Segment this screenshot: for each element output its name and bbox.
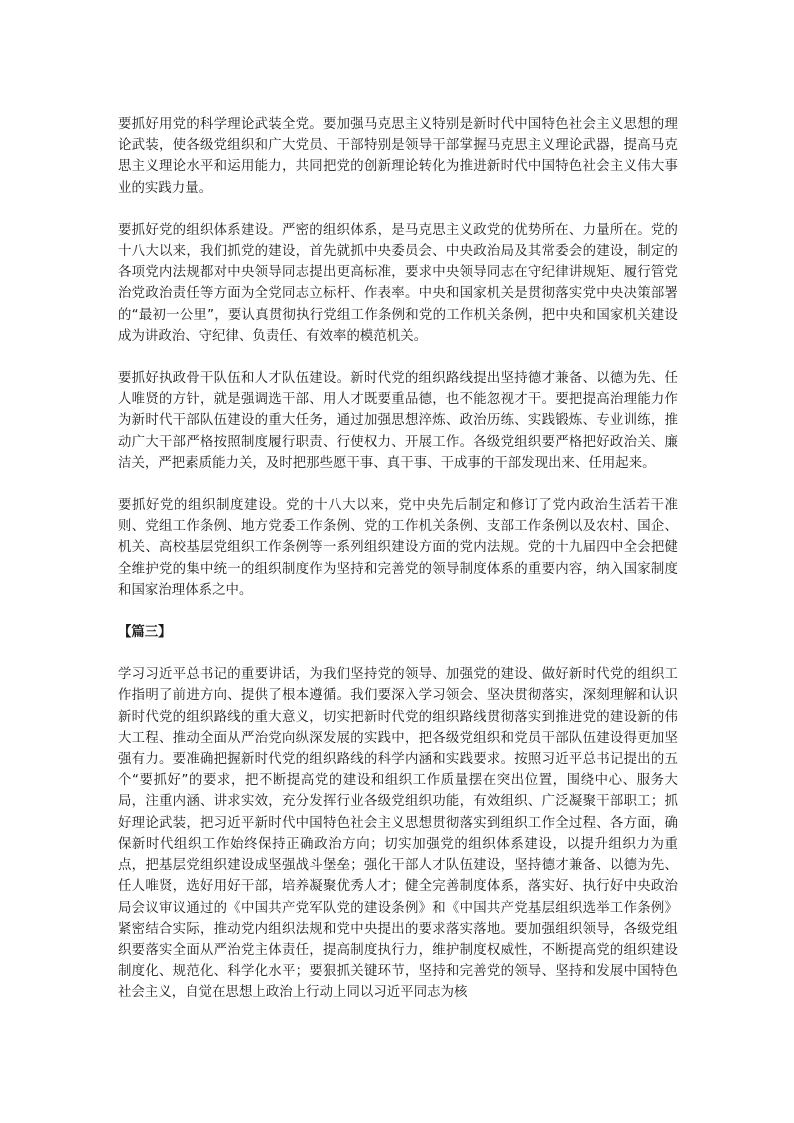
paragraph-spacer [118, 643, 678, 664]
paragraph-cadre-talent: 要抓好执政骨干队伍和人才队伍建设。新时代党的组织路线提出坚持德才兼备、以德为先、任人唯贤的方针，就是强调选干部、用人才既要重品德，也不能忽视才干。要把提高治理能力作为新时代干部队伍建设的重大任务，通过加强思想淬炼、政治历练、实践锻炼、专业训练，推动广大干部严格按照制度履行职责、行使权力、开展工作。各级党组织要严格把好政治关、廉洁关，严把素质能力关，及时把那些愿干事、真干事、干成事的干部发现出来、任用起来。 [118, 371, 678, 471]
paragraph-spacer [118, 347, 678, 368]
paragraph-spacer [118, 199, 678, 220]
document-body [118, 114, 678, 1004]
paragraph-organization-institution: 要抓好党的组织制度建设。党的十八大以来，党中央先后制定和修订了党内政治生活若干准则、党组工作条例、地方党委工作条例、党的工作机关条例、支部工作条例以及农村、国企、机关、高校基层党组织工作条例等一系列组织建设方面的党内法规。党的十九届四中全会把健全维护党的集中统一的组织制度作为坚持和完善党的领导制度体系的重要内容，纳入国家制度和国家治理体系之中。 [118, 498, 678, 598]
paragraph-section-three: 学习习近平总书记的重要讲话，为我们坚持党的领导、加强党的建设、做好新时代党的组织工作指明了前进方向、提供了根本遵循。我们要深入学习领会、坚决贯彻落实，深刻理解和认识新时代党的组织路线的重大意义，切实把新时代党的组织路线贯彻落实到推进党的建设新的伟大工程、推动全面从严治党向纵深发展的实践中，把各级党组织和党员干部队伍建设得更加坚强有力。要准确把握新时代党的组织路线的科学内涵和实践要求。按照习近平总书记提出的五个“要抓好”的要求，把不断提高党的建设和组织工作质量摆在突出位置，围绕中心、服务大局，注重内涵、讲求实效，充分发挥行业各级党组织功能，有效组织、广泛凝聚干部职工；抓好理论武装，把习近平新时代中国特色社会主义思想贯彻落实到组织工作全过程、各方面，确保新时代组织工作始终保持正确政治方向；切实加强党的组织体系建设，以提升组织力为重点，把基层党组织建设成坚强战斗堡垒；强化干部人才队伍建设，坚持德才兼备、以德为先、任人唯贤，选好用好干部，培养凝聚优秀人才；健全完善制度体系，落实好、执行好中央政治局会议审议通过的《中国共产党军队党的建设条例》和《中国共产党基层组织选举工作条例》紧密结合实际，推动党内组织法规和党中央提出的要求落实落地。要加强组织领导，各级党组织要落实全面从严治党主体责任，提高制度执行力，维护制度权威性，不断提高党的组织建设制度化、规范化、科学化水平；要狠抓关键环节，坚持和完善党的领导、坚持和发展中国特色社会主义，自觉在思想上政治上行动上同以习近平同志为核 [118, 667, 678, 1001]
paragraph-spacer [118, 474, 678, 495]
paragraph-organization-system: 要抓好党的组织体系建设。严密的组织体系，是马克思主义政党的优势所在、力量所在。党的十八大以来，我们抓党的建设，首先就抓中央委员会、中央政治局及其常委会的建设，制定的各项党内法规都对中央领导同志提出更高标准，要求中央领导同志在守纪律讲规矩、履行管党治党政治责任等方面为全党同志立标杆、作表率。中央和国家机关是贯彻落实党中央决策部署的“最初一公里”，要认真贯彻执行党组工作条例和党的工作机关条例，把中央和国家机关建设成为讲政治、守纪律、负责任、有效率的模范机关。 [118, 222, 678, 344]
section-heading: 【篇三】 [118, 625, 172, 641]
paragraph-spacer [118, 601, 678, 622]
paragraph-theory-armament: 要抓好用党的科学理论武装全党。要加强马克思主义特别是新时代中国特色社会主义思想的理论武装，使各级党组织和广大党员、干部特别是领导干部掌握马克思主义理论武器，提高马克思主义理论水平和运用能力，共同把党的创新理论转化为推进新时代中国特色社会主义伟大事业的实践力量。 [118, 117, 678, 196]
